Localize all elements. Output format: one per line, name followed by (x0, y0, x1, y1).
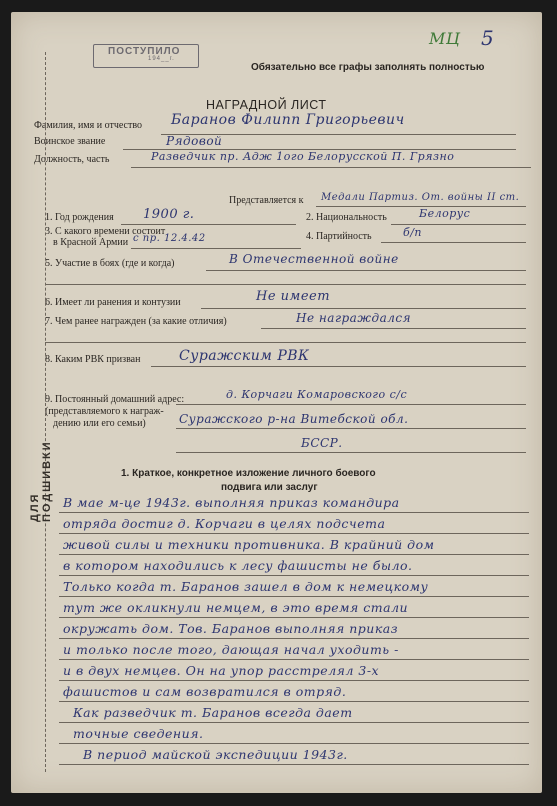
birth-line (121, 224, 296, 225)
awards-value: Не награждался (296, 311, 412, 325)
wounds-value: Не имеет (256, 289, 331, 304)
rvk-value: Суражским РВК (179, 348, 310, 364)
narrative-rule (59, 554, 529, 555)
narrative-line: живой силы и техники противника. В крайний дом (63, 537, 435, 552)
position-label: Должность, часть (34, 154, 110, 165)
wounds-line (201, 308, 526, 309)
narrative-rule (59, 743, 529, 744)
received-stamp (93, 44, 199, 68)
address-value-3: БССР. (301, 436, 343, 450)
position-value: Разведчик пр. Адж 1ого Белорусской П. Грязно (151, 150, 455, 163)
address-label-3: дению или его семьи) (53, 418, 146, 429)
nationality-label: 2. Национальность (306, 212, 387, 223)
birth-value: 1900 г. (143, 207, 195, 222)
narrative-line: В период майской экспедиции 1943г. (83, 747, 348, 762)
party-line (381, 242, 526, 243)
rank-value: Рядовой (166, 134, 223, 148)
battles-line (206, 270, 526, 271)
army-since-label-2: в Красной Армии (53, 237, 129, 248)
archive-mark: МЦ (429, 29, 461, 48)
narrative-rule (59, 596, 529, 597)
battles-label: 5. Участие в боях (где и когда) (45, 258, 175, 269)
award-sheet (11, 12, 542, 793)
address-value-2: Суражского р-на Витебской обл. (179, 412, 409, 426)
narrative-line: и в двух немцев. Он на упор расстрелял 3-х (63, 663, 380, 678)
narrative-line: тут же окликнули немцем, в это время стали (63, 600, 409, 615)
rvk-label: 8. Каким РВК призван (45, 354, 141, 365)
narrative-rule (59, 617, 529, 618)
fill-notice: Обязательно все графы заполнять полностью (251, 62, 485, 73)
stamp-year: 194__г. (148, 56, 175, 62)
address-line-3 (176, 452, 526, 453)
page-number: 5 (481, 26, 495, 50)
document-title: НАГРАДНОЙ ЛИСТ (206, 98, 327, 112)
narrative-rule (59, 575, 529, 576)
awards-label: 7. Чем ранее награжден (за какие отличия) (45, 316, 227, 327)
address-label-1: 9. Постоянный домашний адрес: (45, 394, 185, 405)
binding-margin-label: ДЛЯ ПОДШИВКИ (29, 440, 53, 522)
name-label: Фамилия, имя и отчество (34, 120, 143, 131)
party-label: 4. Партийность (306, 231, 372, 242)
narrative-line: в котором находились к лесу фашисты не было. (63, 558, 413, 573)
battles-line-2 (45, 284, 526, 285)
narrative-line: точные сведения. (73, 726, 204, 741)
rvk-line (151, 366, 526, 367)
narrative-line: фашистов и сам возвратился в отряд. (63, 684, 347, 699)
narrative-line: и только после того, дающая начал уходить - (63, 642, 399, 657)
narrative-line: Как разведчик т. Баранов всегда дает (73, 705, 353, 720)
army-since-label-1: 3. С какого времени состоит (45, 226, 166, 237)
address-line-2 (176, 428, 526, 429)
narrative-rule (59, 722, 529, 723)
party-value: б/п (403, 226, 423, 239)
narrative-rule (59, 659, 529, 660)
narrative-rule (59, 701, 529, 702)
section1-title-line2: подвига или заслуг (221, 482, 318, 493)
name-value: Баранов Филипп Григорьевич (171, 112, 405, 128)
birth-label: 1. Год рождения (45, 212, 114, 223)
rank-label: Воинское звание (34, 136, 106, 147)
awards-line (261, 328, 526, 329)
narrative-line: отряда достиг д. Корчаги в целях подсчета (63, 516, 386, 531)
address-value-1: д. Корчаги Комаровского с/с (226, 388, 408, 401)
narrative-rule (59, 764, 529, 765)
army-since-value: с пр. 12.4.42 (133, 233, 206, 244)
presented-value: Медали Партиз. От. войны II ст. (321, 192, 520, 203)
awards-line-2 (45, 342, 526, 343)
presented-label: Представляется к (229, 195, 304, 206)
narrative-line: Только когда т. Баранов зашел в дом к немецкому (63, 579, 429, 594)
narrative-rule (59, 638, 529, 639)
address-line-1 (176, 404, 526, 405)
section1-title-line1: 1. Краткое, конкретное изложение личного боевого (121, 468, 376, 479)
narrative-line: окружать дом. Тов. Баранов выполняя приказ (63, 621, 399, 636)
army-since-line (131, 248, 301, 249)
narrative-rule (59, 533, 529, 534)
wounds-label: 6. Имеет ли ранения и контузии (45, 297, 181, 308)
position-line (131, 167, 531, 168)
battles-value: В Отечественной войне (229, 252, 399, 266)
stamp-text: ПОСТУПИЛО (108, 46, 181, 57)
narrative-line: В мае м-це 1943г. выполняя приказ командира (63, 495, 400, 510)
nationality-value: Белорус (419, 207, 471, 220)
nationality-line (391, 224, 526, 225)
address-label-2: (представляемого к награж- (45, 406, 164, 417)
narrative-rule (59, 680, 529, 681)
narrative-rule (59, 512, 529, 513)
